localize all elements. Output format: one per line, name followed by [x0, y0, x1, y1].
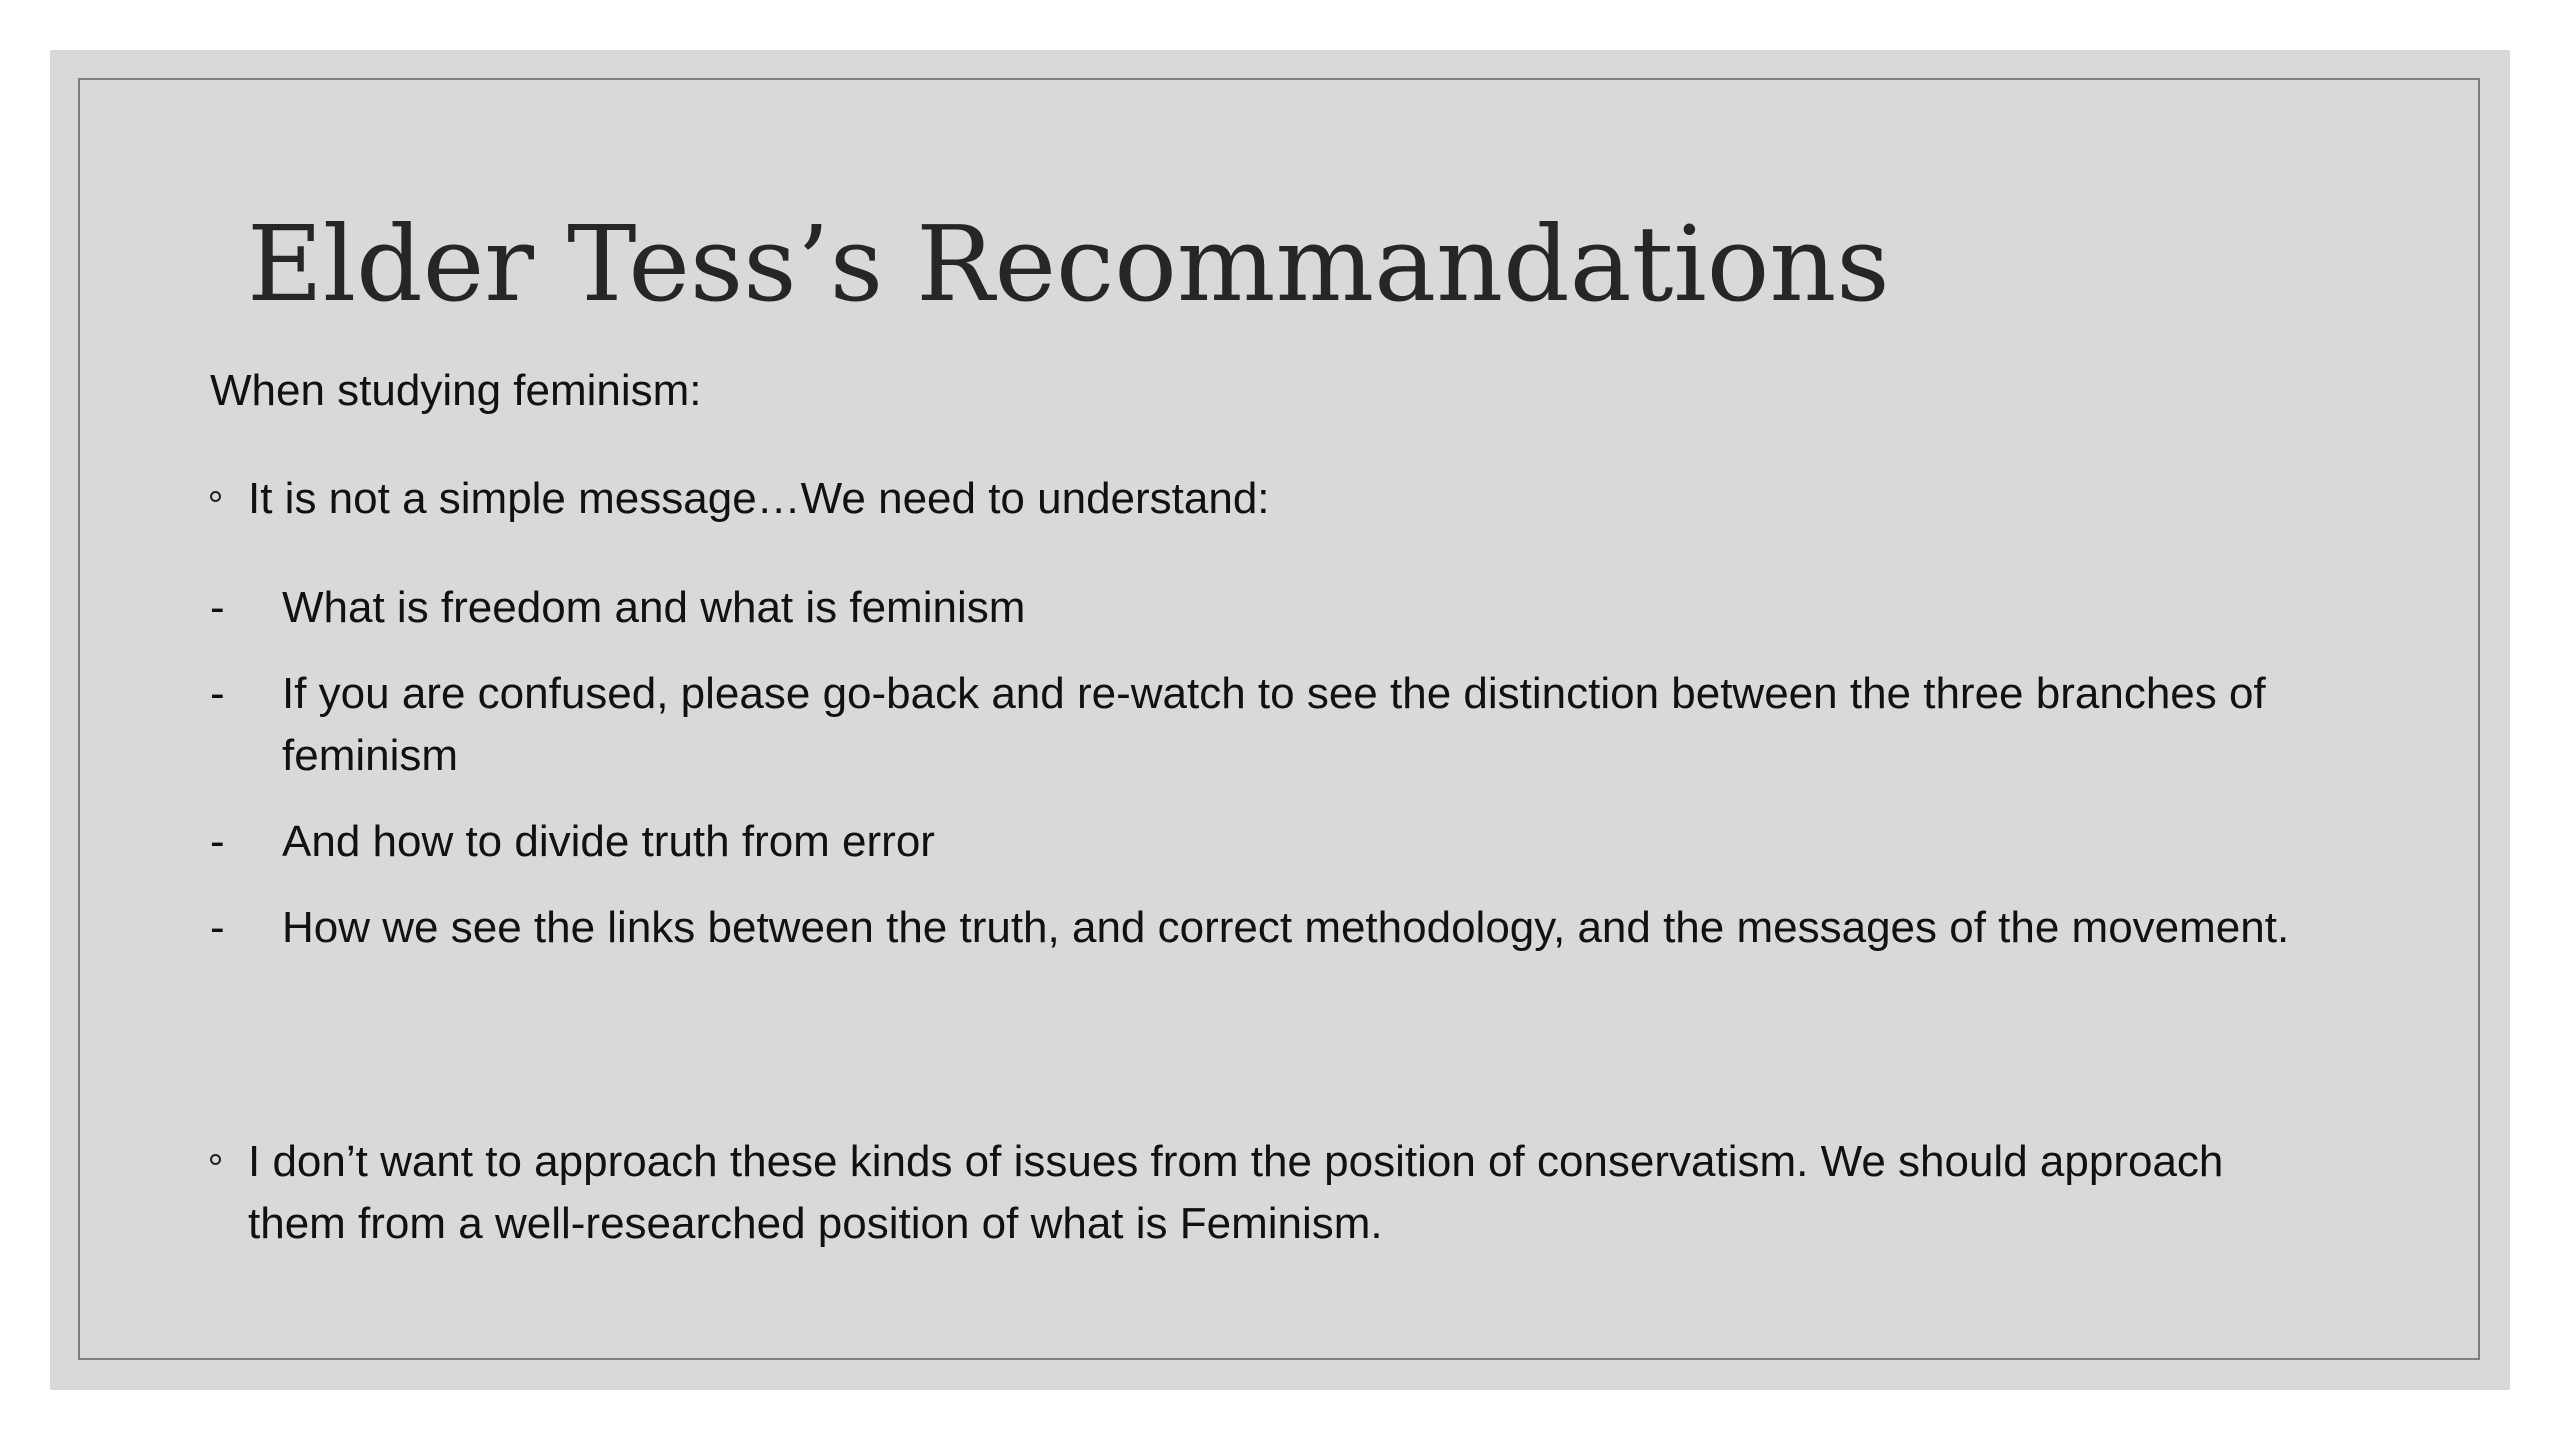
slide-title: Elder Tess’s Recommandations — [247, 203, 1890, 325]
dash-marker: - — [210, 903, 225, 952]
sub-item-text: If you are confused, please go-back and re-watch to see the distinction between the three branches of feminism — [282, 669, 2266, 780]
sub-item-text: And how to divide truth from error — [282, 817, 935, 866]
bullet-text: I don’t want to approach these kinds of issues from the position of conservatism. We should approach them from a well-researched position of what is Feminism. — [248, 1137, 2224, 1248]
dash-marker: - — [210, 669, 225, 718]
hollow-circle-bullet-icon — [210, 1154, 221, 1165]
hollow-circle-bullet-icon — [210, 491, 221, 502]
sub-item-text: How we see the links between the truth, and correct methodology, and the messages of the movement. — [282, 903, 2290, 952]
bullet-text: It is not a simple message…We need to understand: — [248, 474, 1270, 523]
dash-marker: - — [210, 583, 225, 632]
dash-marker: - — [210, 817, 225, 866]
slide-canvas — [50, 50, 2510, 1390]
sub-item-text: What is freedom and what is feminism — [282, 583, 1026, 632]
intro-text: When studying feminism: — [210, 366, 702, 415]
